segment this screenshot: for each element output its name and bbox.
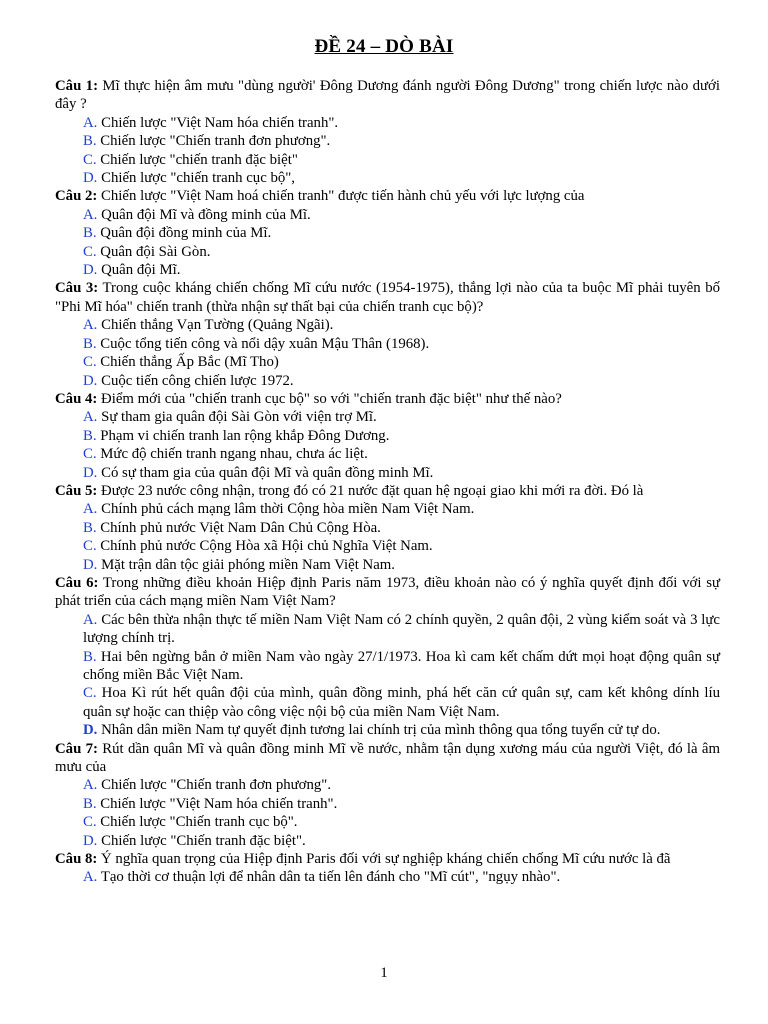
option-letter: A. <box>83 777 98 794</box>
option-text: Chính phủ nước Việt Nam Dân Chủ Cộng Hòa. <box>96 519 381 536</box>
answer-option <box>55 408 720 426</box>
option-text: Chiến lược "Chiến tranh đơn phương". <box>97 777 332 794</box>
question-number: Câu 3: <box>55 280 99 297</box>
answer-option <box>55 353 720 371</box>
answer-option <box>55 684 720 721</box>
answer-option <box>55 813 720 831</box>
answer-option <box>55 372 720 390</box>
question-8 <box>55 850 720 868</box>
answer-option <box>55 427 720 445</box>
option-letter: D. <box>83 722 98 739</box>
answer-option <box>55 611 720 648</box>
option-letter: C. <box>83 446 97 463</box>
option-letter: C. <box>83 243 97 260</box>
option-letter: B. <box>83 133 97 150</box>
question-text: Trong những điều khoản Hiệp định Paris năm 1973, điều khoản nào có ý nghĩa quyết định đối với sự phát triển của cách mạng miền Nam Việt Nam? <box>55 574 721 610</box>
answer-option <box>55 114 720 132</box>
answer-option <box>55 519 720 537</box>
answer-option <box>55 224 720 242</box>
question-6 <box>55 574 720 611</box>
option-letter: D. <box>83 832 98 849</box>
option-text: Chiến lược "chiến tranh đặc biệt" <box>96 151 298 168</box>
question-number: Câu 1: <box>55 78 99 94</box>
question-4 <box>55 390 720 408</box>
option-letter: B. <box>83 519 97 536</box>
option-letter: A. <box>83 317 98 334</box>
option-letter: C. <box>83 151 97 168</box>
answer-option <box>55 776 720 794</box>
option-text: Quân đội Mĩ và đồng minh của Mĩ. <box>97 206 311 223</box>
option-text: Chiến lược "Chiến tranh đặc biệt". <box>97 832 306 849</box>
option-letter: B. <box>83 335 97 352</box>
question-number: Câu 5: <box>55 482 98 499</box>
option-text: Cuộc tiến công chiến lược 1972. <box>97 372 294 389</box>
option-text: Chính phủ nước Cộng Hòa xã Hội chủ Nghĩa Việt Nam. <box>96 538 433 555</box>
option-text: Quân đội đồng minh của Mĩ. <box>96 225 272 242</box>
question-number: Câu 8: <box>55 851 98 868</box>
option-text: Hoa Kì rút hết quân đội của mình, quân đồng minh, phá hết căn cứ quân sự, cam kết không dính líu quân sự hoặc can thiệp vào công việc nội bộ của miền Nam Việt Nam. <box>83 685 720 720</box>
option-text: Quân đội Mĩ. <box>97 262 181 279</box>
answer-option <box>55 335 720 353</box>
option-letter: D. <box>83 372 98 389</box>
option-text: Có sự tham gia của quân đội Mĩ và quân đồng minh Mĩ. <box>97 464 434 481</box>
option-letter: A. <box>83 409 98 426</box>
question-1 <box>55 77 720 114</box>
option-text: Quân đội Sài Gòn. <box>96 243 211 260</box>
question-number: Câu 2: <box>55 188 98 205</box>
question-5 <box>55 482 720 500</box>
answer-option <box>55 556 720 574</box>
answer-option <box>55 500 720 518</box>
answer-option <box>55 832 720 850</box>
option-text: Chiến lược "Chiến tranh cục bộ". <box>96 814 298 831</box>
option-letter: C. <box>83 814 97 831</box>
option-letter: D. <box>83 556 98 573</box>
answer-option <box>55 316 720 334</box>
answer-option <box>55 868 720 886</box>
question-text: Trong cuộc kháng chiến chống Mĩ cứu nước (1954-1975), thắng lợi nào của ta buộc Mĩ phải tuyên bố "Phi Mĩ hóa" chiến tranh (thừa nhận sự thất bại của chiến tranh cục bộ)? <box>55 280 720 315</box>
option-text: Chiến lược "Chiến tranh đơn phương". <box>96 133 331 150</box>
answer-option <box>55 169 720 187</box>
answer-option <box>55 721 720 739</box>
answer-option <box>55 151 720 169</box>
question-number: Câu 7: <box>55 740 98 757</box>
page-number: 1 <box>380 965 388 981</box>
answer-option <box>55 464 720 482</box>
option-letter: B. <box>83 648 97 665</box>
option-text: Sự tham gia quân đội Sài Gòn với viện trợ Mĩ. <box>97 409 377 426</box>
option-letter: B. <box>83 427 97 444</box>
option-letter: D. <box>83 262 98 279</box>
option-text: Mức độ chiến tranh ngang nhau, chưa ác liệt. <box>96 446 368 463</box>
answer-option <box>55 261 720 279</box>
option-letter: B. <box>83 225 97 242</box>
answer-option <box>55 445 720 463</box>
question-text: Rút dần quân Mĩ và quân đồng minh Mĩ về nước, nhằm tận dụng xương máu của người Việt, đó là âm mưu của <box>55 740 720 776</box>
option-text: Hai bên ngừng bắn ở miền Nam vào ngày 27/1/1973. Hoa kì cam kết chấm dứt mọi hoạt động quân sự chống miền Bắc Việt Nam. <box>83 648 720 683</box>
option-text: Chính phủ cách mạng lâm thời Cộng hòa miền Nam Việt Nam. <box>97 501 475 518</box>
question-text: Mĩ thực hiện âm mưu "dùng người' Đông Dương đánh người Đông Dương" trong chiến lược nào dưới đây ? <box>55 78 720 113</box>
option-letter: C. <box>83 354 97 371</box>
answer-option <box>55 537 720 555</box>
option-letter: D. <box>83 170 98 187</box>
option-text: Chiến thắng Vạn Tường (Quảng Ngãi). <box>97 317 334 334</box>
question-2 <box>55 187 720 205</box>
option-letter: C. <box>83 685 97 702</box>
question-text: Ý nghĩa quan trọng của Hiệp định Paris đối với sự nghiệp kháng chiến chống Mĩ cứu nước là đã <box>97 851 671 868</box>
option-text: Tạo thời cơ thuận lợi để nhân dân ta tiến lên đánh cho "Mĩ cút", "ngụy nhào". <box>97 869 561 886</box>
answer-option <box>55 648 720 685</box>
page-title: ĐỀ 24 – DÒ BÀI <box>314 36 454 57</box>
option-text: Mặt trận dân tộc giải phóng miền Nam Việt Nam. <box>97 556 395 573</box>
option-text: Chiến lược "Việt Nam hóa chiến tranh". <box>96 795 338 812</box>
option-letter: B. <box>83 795 97 812</box>
answer-option <box>55 795 720 813</box>
option-text: Chiến lược "chiến tranh cục bộ", <box>97 170 296 187</box>
answer-option <box>55 132 720 150</box>
option-text: Cuộc tổng tiến công và nổi dậy xuân Mậu Thân (1968). <box>96 335 430 352</box>
option-text: Phạm vi chiến tranh lan rộng khắp Đông Dương. <box>96 427 390 444</box>
question-list <box>55 77 720 887</box>
question-number: Câu 4: <box>55 390 98 407</box>
option-letter: A. <box>83 869 98 886</box>
question-text: Chiến lược "Việt Nam hoá chiến tranh" được tiến hành chủ yếu với lực lượng của <box>97 188 585 205</box>
question-3 <box>55 279 720 316</box>
option-text: Chiến thắng Ấp Bắc (Mĩ Tho) <box>96 354 279 371</box>
question-number: Câu 6: <box>55 574 99 591</box>
question-7 <box>55 740 720 777</box>
question-text: Điểm mới của "chiến tranh cục bộ" so với "chiến tranh đặc biệt" như thế nào? <box>97 390 562 407</box>
option-letter: A. <box>83 114 98 131</box>
option-letter: A. <box>83 206 98 223</box>
option-text: Nhân dân miền Nam tự quyết định tương lai chính trị của mình thông qua tổng tuyển cử tự do. <box>97 722 661 739</box>
option-text: Chiến lược "Việt Nam hóa chiến tranh". <box>97 114 339 131</box>
option-letter: D. <box>83 464 98 481</box>
answer-option <box>55 243 720 261</box>
option-letter: C. <box>83 538 97 555</box>
option-letter: A. <box>83 501 98 518</box>
answer-option <box>55 206 720 224</box>
option-text: Các bên thừa nhận thực tế miền Nam Việt Nam có 2 chính quyền, 2 quân đội, 2 vùng kiểm soát và 3 lực lượng chính trị. <box>83 611 720 647</box>
option-letter: A. <box>83 611 98 628</box>
question-text: Được 23 nước công nhận, trong đó có 21 nước đặt quan hệ ngoại giao khi mới ra đời. Đó là <box>97 482 644 499</box>
